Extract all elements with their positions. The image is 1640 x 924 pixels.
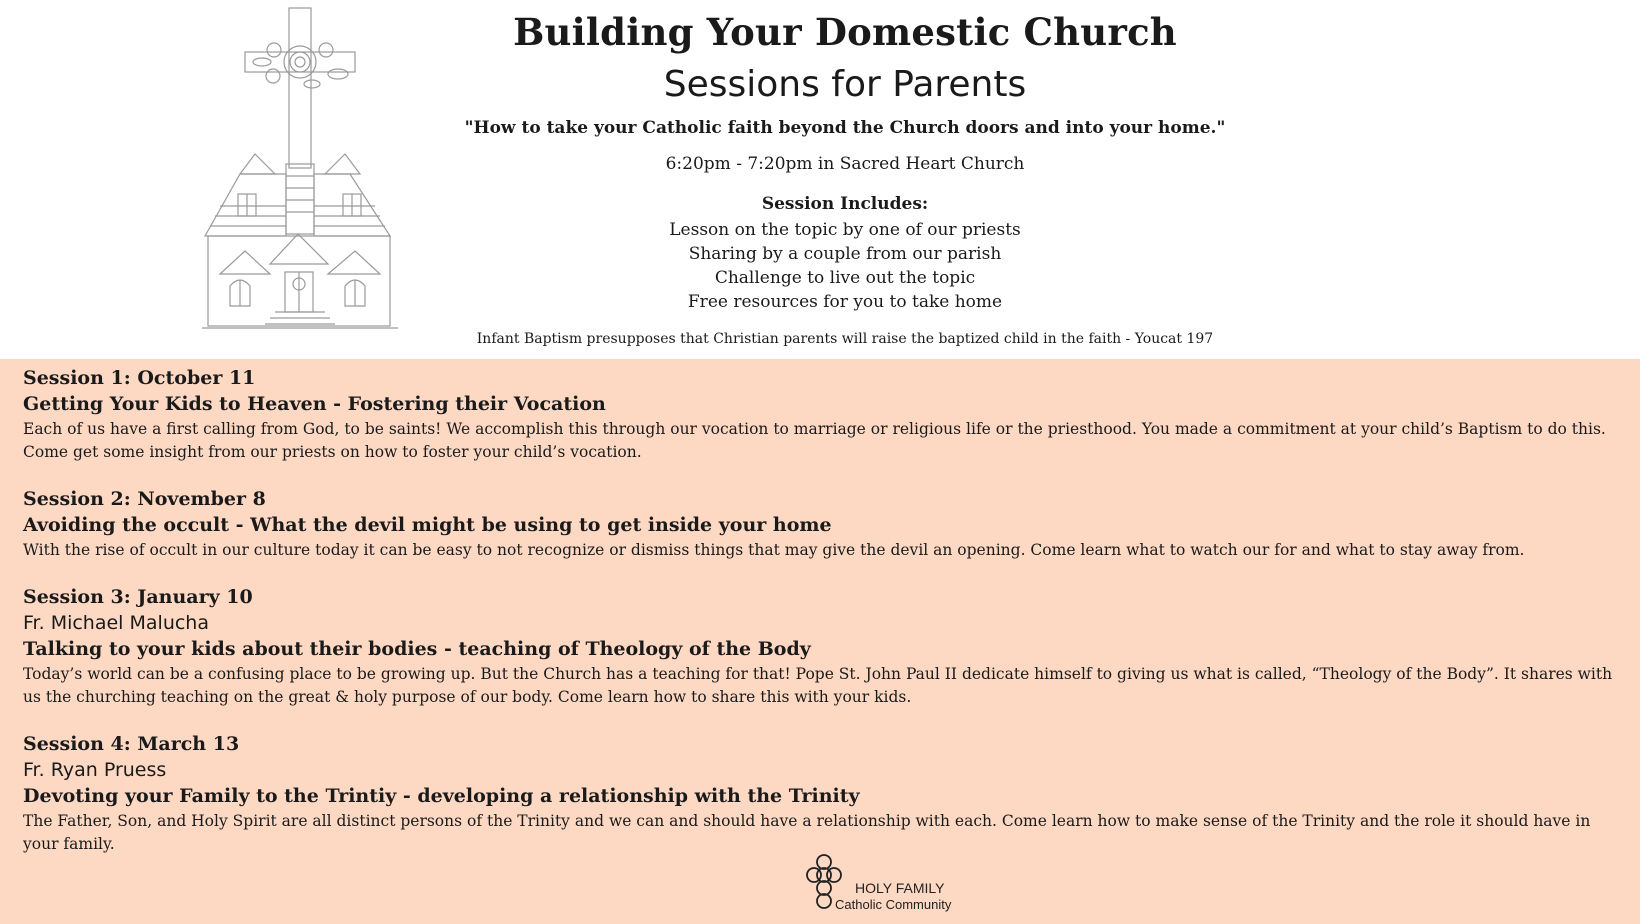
session-description: With the rise of occult in our culture today it can be easy to not recognize or dismiss things that may give the devil an opening. Come learn what to watch our for and what to stay away from. <box>23 541 1525 559</box>
session-speaker: Fr. Ryan Pruess <box>23 759 167 781</box>
session-description: Today’s world can be a confusing place to be growing up. But the Church has a teaching for that! Pope St. John Paul II dedicate himself to giving us what is called, “Theology of the Body”. It shares with us the churching teaching on the great & holy purpose of our body. Come learn how to share this with your kids. <box>23 665 1613 706</box>
session-speaker: Fr. Michael Malucha <box>23 612 209 634</box>
includes-item: Free resources for you to take home <box>687 292 1003 312</box>
session-description: The Father, Son, and Holy Spirit are all distinct persons of the Trinity and we can and should have a relationship with each. Come learn how to make sense of the Trinity and the role it should have in your family. <box>23 812 1591 853</box>
tagline-quote: "How to take your Catholic faith beyond the Church doors and into your home." <box>464 118 1226 138</box>
time-and-place: 6:20pm - 7:20pm in Sacred Heart Church <box>665 154 1025 174</box>
session-title: Avoiding the occult - What the devil might be using to get inside your home <box>23 514 832 536</box>
cross-and-house-illustration <box>200 6 400 336</box>
page-title: Building Your Domestic Church <box>513 10 1177 54</box>
session-includes-list <box>440 218 1250 314</box>
session-title: Getting Your Kids to Heaven - Fostering their Vocation <box>23 393 606 415</box>
session-title: Talking to your kids about their bodies - teaching of Theology of the Body <box>23 638 811 660</box>
session-3 <box>23 584 1618 709</box>
page-subtitle: Sessions for Parents <box>663 64 1027 105</box>
session-description: Each of us have a first calling from God, to be saints! We accomplish this through our vocation to marriage or religious life or the priesthood. You made a commitment at your child’s Baptism to do this. Come get some insight from our priests on how to foster your child’s vocation. <box>23 420 1606 461</box>
session-heading: Session 1: October 11 <box>23 367 256 389</box>
session-2 <box>23 486 1618 562</box>
includes-item: Challenge to live out the topic <box>714 268 976 288</box>
includes-item: Lesson on the topic by one of our priests <box>669 220 1021 240</box>
logo-line-1: HOLY FAMILY <box>855 880 945 896</box>
session-heading: Session 2: November 8 <box>23 488 266 510</box>
session-1 <box>23 365 1618 464</box>
includes-item: Sharing by a couple from our parish <box>688 244 1002 264</box>
youcat-quote: Infant Baptism presupposes that Christian parents will raise the baptized child in the faith - Youcat 197 <box>476 331 1214 347</box>
holy-family-logo <box>800 851 980 911</box>
logo-line-2: Catholic Community <box>835 897 952 912</box>
session-heading: Session 3: January 10 <box>23 586 253 608</box>
session-includes-heading: Session Includes: <box>761 194 929 214</box>
session-title: Devoting your Family to the Trintiy - developing a relationship with the Trinity <box>23 785 860 807</box>
header-section <box>0 0 1640 359</box>
session-heading: Session 4: March 13 <box>23 733 240 755</box>
session-4 <box>23 731 1618 856</box>
